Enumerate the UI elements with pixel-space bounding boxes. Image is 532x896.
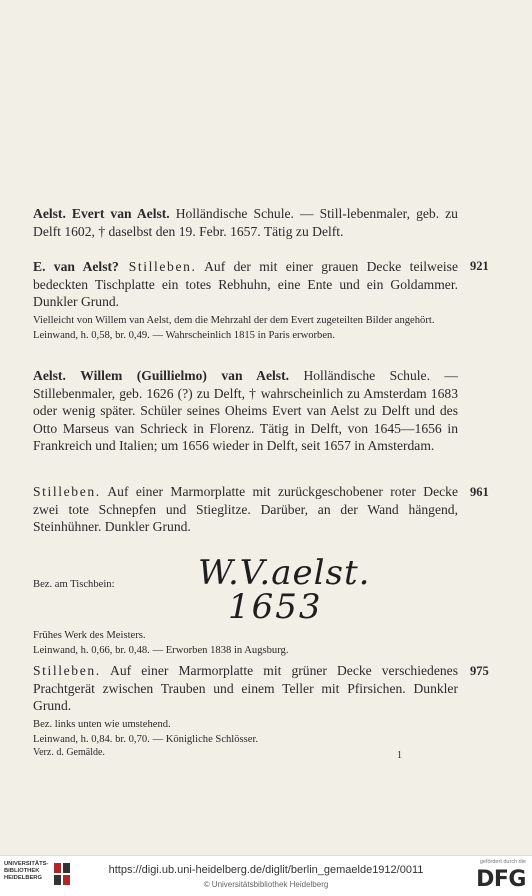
artist-bio: Holländische Schule. — Still-lebenmaler, geb. zu Delft 1602, † daselbst den 19. Febr. 1657. Tätig zu Delft. [33,206,458,239]
item-title: Stilleben. [33,484,101,499]
artist-name: Willem (Guillielmo) van Aelst. [80,368,290,383]
item-title: Stilleben. [33,663,101,678]
permalink-url[interactable]: https://digi.ub.uni-heidelberg.de/diglit/berlin_gemaelde1912/0011 [108,864,424,876]
copyright-notice: © Universitätsbibliothek Heidelberg [203,880,329,889]
catalog-item-975 [33,662,458,747]
item-description: Auf einer Marmorplatte mit zurückgeschobener roter Decke zwei tote Schnepfen und Stieglitze. Darüber, an der Wand hängend, Steinhühner. Dunkler Grund. [33,484,458,535]
catalog-number: 975 [470,664,489,678]
item-description: Auf einer Marmorplatte mit grüner Decke verschiedenes Prachtgerät zwischen Trauben und einem Teller mit Pfirsichen. Dunkler Grund. [33,663,458,714]
artist-bio: Holländische Schule. — Stillebenmaler, geb. 1626 (?) zu Delft, † wahrscheinlich zu Amsterdam 1683 oder wenig später. Schüler seines Oheims Evert van Aelst zu Delft und des Otto Marseus van Schrieck in Florenz. Tätig in Delft, von 1645—1656 in Frankreich und Italien; um 1656 wieder in Delft, seit 1657 in Amsterdam. [33,368,458,454]
catalog-number: 921 [470,259,489,273]
entry-head: Aelst. [33,206,66,221]
funding-note: gefördert durch die [479,859,526,865]
university-library-logo[interactable]: UNIVERSITÄTS- BIBLIOTHEK HEIDELBERG [4,861,49,881]
item-provenance: Leinwand, h. 0,58, br. 0,49. — Wahrscheinlich 1815 in Paris erworben. [33,329,335,341]
item-description: Auf der mit einer grauen Decke teilweise bedeckten Tischplatte ein totes Rebhuhn, eine Ente und ein Goldammer. Dunkler Grund. [33,259,458,310]
artist-entry-evert [33,205,458,240]
item-attribution: E. van Aelst? [33,259,119,274]
sheet-number: 1 [397,750,402,761]
item-title: Stilleben. [118,259,197,274]
item-provenance: Leinwand, h. 0,84. br. 0,70. — Königliche Schlösser. [33,733,259,745]
signature-line: W.V.aelst. [198,553,371,593]
item-note: Frühes Werk des Meisters. [33,630,146,641]
artist-entry-willem [33,367,458,455]
signature-date: 1653 [228,587,323,627]
dfg-logo[interactable]: DFG [476,867,526,892]
signature-label: Bez. am Tischbein: [33,579,115,590]
item-provenance: Leinwand, h. 0,66, br. 0,48. — Erworben 1838 in Augsburg. [33,645,289,656]
page-signature-mark: Verz. d. Gemälde. [33,747,105,758]
catalog-item-961 [33,483,458,536]
catalog-number: 961 [470,485,489,499]
catalog-item-921 [33,258,458,343]
item-note: Vielleicht von Willem van Aelst, dem die Mehrzahl der dem Evert zugeteilten Bilder angehört. [33,314,435,326]
artist-name: Evert van Aelst. [71,206,170,221]
entry-head: Aelst. [33,368,66,383]
viewer-footer [0,855,532,896]
catalog-item-961-notes [33,628,458,658]
item-note: Bez. links unten wie umstehend. [33,718,171,730]
